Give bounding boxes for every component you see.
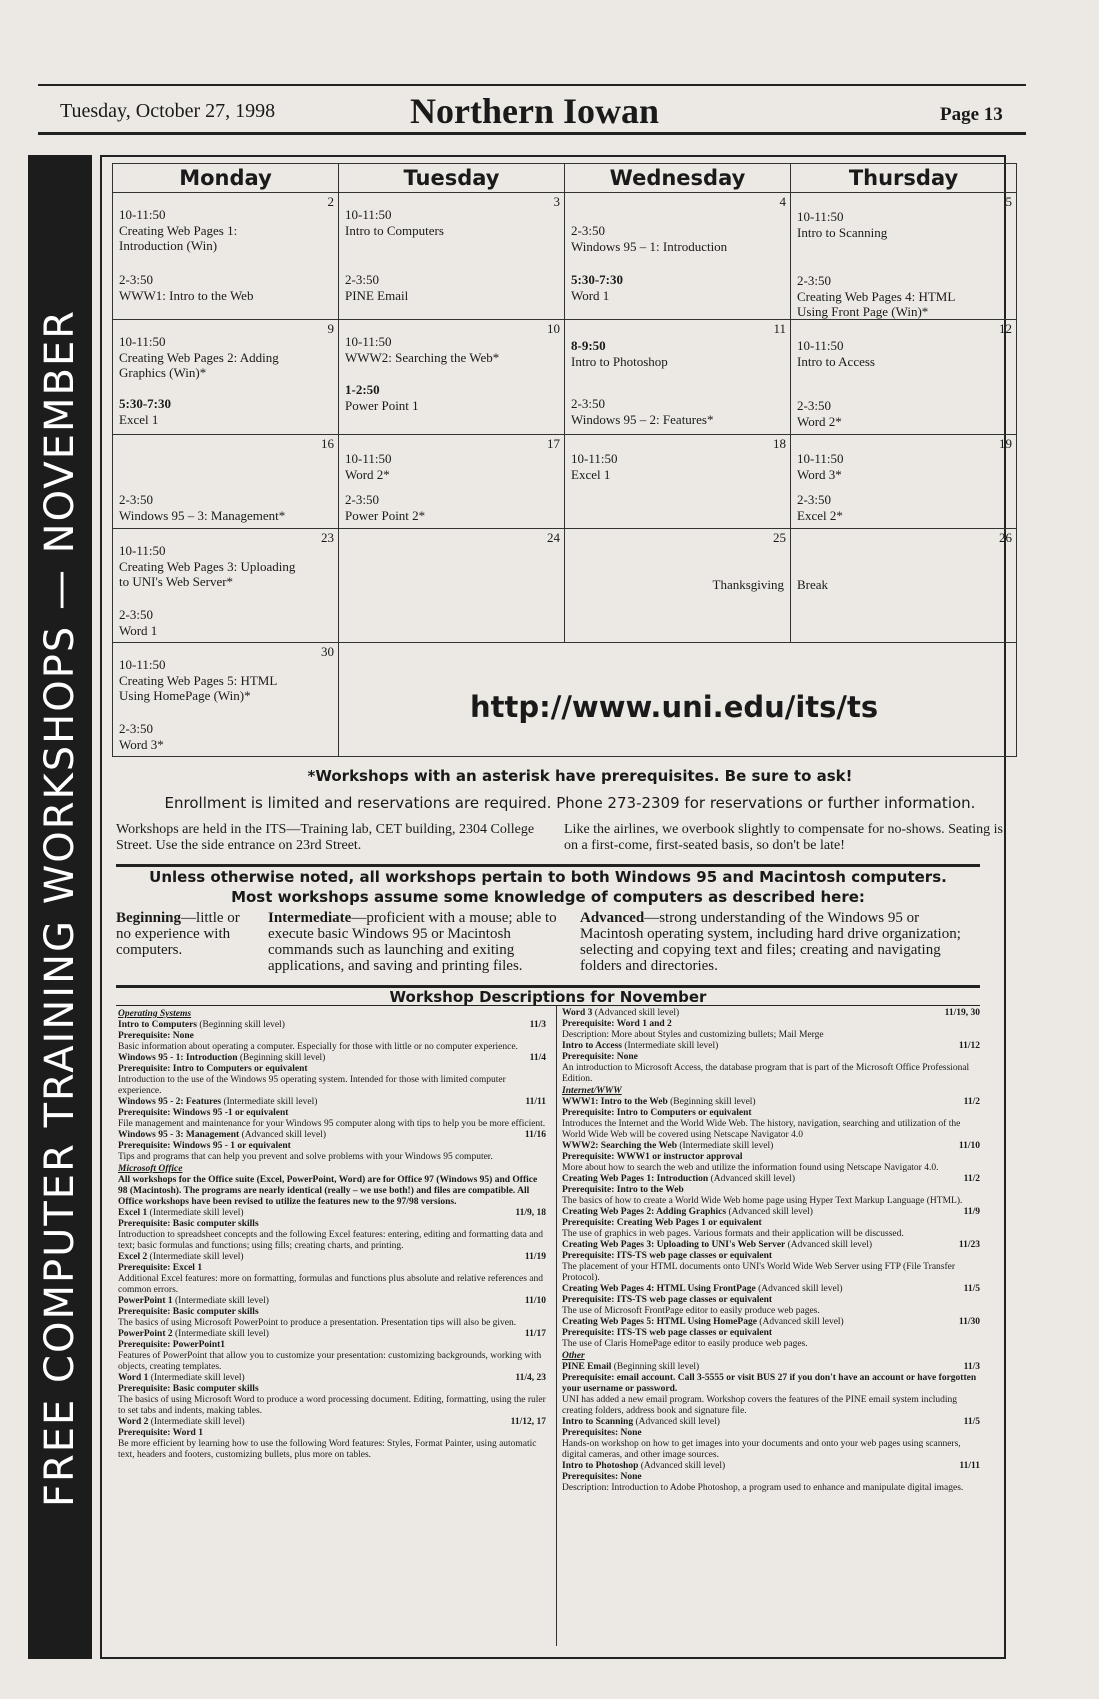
section-heading: Internet/WWW <box>562 1086 622 1096</box>
workshop-title: Excel 1 <box>118 1208 148 1218</box>
event-title: PINE Email <box>345 288 409 303</box>
event-title: Intro to Photoshop <box>571 354 668 369</box>
level-name: Intermediate <box>268 910 352 926</box>
level-beginning <box>116 910 254 958</box>
event-title: Creating Web Pages 2: Adding Graphics (Win)* <box>119 350 279 380</box>
workshop-dates: 11/17 <box>524 1329 546 1339</box>
calendar-cell <box>791 193 1017 320</box>
workshop-description <box>118 1296 546 1329</box>
workshop-prerequisite: Prerequisite: None <box>118 1031 194 1041</box>
calendar-cell <box>113 320 339 435</box>
workshop-summary: The use of Claris HomePage editor to easily produce web pages. <box>562 1339 808 1349</box>
holiday-note: Break <box>797 577 829 592</box>
calendar-cell <box>339 193 565 320</box>
calendar-cell <box>565 320 791 435</box>
separator-rule <box>116 1005 980 1006</box>
event-time: 2-3:50 <box>119 272 153 287</box>
workshop-title: Creating Web Pages 1: Introduction <box>562 1174 709 1184</box>
workshop-level: (Advanced skill level) <box>635 1417 720 1427</box>
calendar-cell <box>791 529 1017 643</box>
workshop-title: Intro to Photoshop <box>562 1461 639 1471</box>
workshop-dates: 11/9 <box>963 1207 980 1217</box>
workshop-title: Word 2 <box>118 1417 149 1427</box>
workshop-level: (Advanced skill level) <box>728 1207 813 1217</box>
workshop-summary: Basic information about operating a computer. Especially for those with little or no computer experience. <box>118 1042 518 1052</box>
workshop-description <box>562 1317 980 1350</box>
workshop-description <box>118 1208 546 1252</box>
workshop-level: (Intermediate skill level) <box>175 1329 269 1339</box>
workshop-dates: 11/3 <box>529 1020 546 1030</box>
event-title: Word 2* <box>797 414 842 429</box>
workshop-prerequisite: Prerequisite: Intro to Computers or equivalent <box>118 1064 308 1074</box>
workshop-summary: Hands-on workshop on how to get images into your documents and onto your web pages using scanners, digital cameras, and other image sources. <box>562 1439 961 1460</box>
workshop-dates: 11/11 <box>525 1097 546 1107</box>
event-title: Intro to Computers <box>345 223 444 238</box>
workshop-summary: More about how to search the web and utilize the information found using Netscape Navigator 4.0. <box>562 1163 939 1173</box>
day-number: 19 <box>999 436 1012 451</box>
event-time: 2-3:50 <box>345 272 379 287</box>
event-title: Word 1 <box>119 623 158 638</box>
event-title: WWW1: Intro to the Web <box>119 288 254 303</box>
workshop-prerequisite: Prerequisites: None <box>562 1472 642 1482</box>
workshop-dates: 11/12, 17 <box>510 1417 546 1427</box>
workshop-description <box>562 1362 980 1417</box>
workshop-description <box>118 1329 546 1373</box>
workshop-dates: 11/10 <box>958 1141 980 1151</box>
workshop-level: (Intermediate skill level) <box>175 1296 269 1306</box>
workshop-dates: 11/9, 18 <box>515 1208 546 1218</box>
event-time: 10-11:50 <box>797 451 844 466</box>
day-number: 23 <box>321 530 334 545</box>
workshop-title: WWW1: Intro to the Web <box>562 1097 668 1107</box>
event-time: 2-3:50 <box>119 721 153 736</box>
event-title: Word 1 <box>571 288 610 303</box>
workshop-prerequisite: Prerequisite: Word 1 and 2 <box>562 1019 672 1029</box>
day-number: 25 <box>773 530 786 545</box>
day-number: 26 <box>999 530 1012 545</box>
day-number: 30 <box>321 644 334 659</box>
workshop-title: Word 3 <box>562 1008 593 1018</box>
calendar-cell <box>113 529 339 643</box>
workshop-summary: Tips and programs that can help you prevent and solve problems with your Windows 95 computer. <box>118 1152 493 1162</box>
workshop-summary: File management and maintenance for your Windows 95 computer along with tips to help you be more efficient. <box>118 1119 546 1129</box>
section-heading: Operating Systems <box>118 1009 192 1019</box>
event-time: 10-11:50 <box>119 657 166 672</box>
workshop-prerequisite: Prerequisite: Creating Web Pages 1 or equivalent <box>562 1218 762 1228</box>
workshop-description <box>118 1373 546 1417</box>
workshop-level: (Intermediate skill level) <box>149 1208 244 1218</box>
workshop-title: WWW2: Searching the Web <box>562 1141 677 1151</box>
calendar-cell <box>339 529 565 643</box>
workshop-prerequisite: Prerequisite: Basic computer skills <box>118 1384 259 1394</box>
calendar-cell <box>791 435 1017 529</box>
workshop-prerequisite: Prerequisite: ITS-TS web page classes or equivalent <box>562 1328 773 1338</box>
workshop-summary: The basics of how to create a World Wide Web home page using Hyper Text Markup Language (HTML). <box>562 1196 963 1206</box>
workshop-summary: Introduction to spreadsheet concepts and the following Excel features: entering, editing and formatting data and text; basic formulas and functions; using fills; creating charts, and printing. <box>118 1230 543 1251</box>
calendar-cell <box>339 435 565 529</box>
event-title: Word 3* <box>797 467 842 482</box>
section-note: All workshops for the Office suite (Excel, PowerPoint, Word) are for Office 97 (Windows 95) and Office 98 (Macintosh). The programs are nearly identical (really – we use both!) and files are compatible. All Office workshops have been revised to utilize the features new to the 97/98 versions. <box>118 1175 538 1207</box>
level-text: —little or no experience with computers. <box>116 910 240 958</box>
workshop-dates: 11/23 <box>958 1240 980 1250</box>
day-number: 10 <box>547 321 560 336</box>
workshop-description <box>118 1020 546 1053</box>
workshop-dates: 11/12 <box>958 1041 980 1051</box>
workshop-description <box>118 1417 546 1461</box>
workshop-prerequisite: Prerequisite: Windows 95 -1 or equivalent <box>118 1108 289 1118</box>
overbook-note: Like the airlines, we overbook slightly to compensate for no-shows. Seating is on a first-come, first-seated basis, so don't be late! <box>564 822 1003 853</box>
day-number: 3 <box>553 194 560 209</box>
workshop-prerequisite: Prerequisite: Intro to Computers or equivalent <box>562 1108 752 1118</box>
sidebar-banner-text: FREE COMPUTER TRAINING WORKSHOPS — NOVEMBER <box>37 308 83 1508</box>
event-title: Excel 1 <box>119 412 159 427</box>
calendar-cell <box>113 193 339 320</box>
descriptions-right-column <box>562 1008 980 1494</box>
day-header-tuesday: Tuesday <box>339 164 565 193</box>
workshop-description <box>118 1130 546 1163</box>
workshop-dates: 11/5 <box>963 1417 980 1427</box>
event-title: Creating Web Pages 5: HTML Using HomePage (Win)* <box>119 673 278 703</box>
workshop-summary: The placement of your HTML documents onto UNI's World Wide Web Server using FTP (File Transfer Protocol). <box>562 1262 956 1283</box>
level-name: Beginning <box>116 910 182 926</box>
workshop-prerequisite: Prerequisite: WWW1 or instructor approval <box>562 1152 743 1162</box>
event-time: 5:30-7:30 <box>119 396 171 411</box>
workshop-title: PINE Email <box>562 1362 612 1372</box>
workshop-level: (Advanced skill level) <box>787 1240 873 1250</box>
day-number: 18 <box>773 436 786 451</box>
event-time: 10-11:50 <box>119 207 166 222</box>
workshop-summary: Description: More about Styles and customizing bullets; Mail Merge <box>562 1030 824 1040</box>
workshop-level: (Advanced skill level) <box>640 1461 726 1471</box>
workshop-prerequisite: Prerequisite: email account. Call 3-5555 or visit BUS 27 if you don't have an account or have forgotten your username or password. <box>562 1373 977 1394</box>
workshop-dates: 11/4, 23 <box>515 1373 546 1383</box>
column-divider <box>556 1006 557 1646</box>
workshop-level: (Beginning skill level) <box>670 1097 756 1107</box>
event-time: 10-11:50 <box>119 334 166 349</box>
day-number: 9 <box>327 321 334 336</box>
workshop-summary: Introduces the Internet and the World Wide Web. The history, navigation, searching and utilization of the World Wide Web will be covered using Netscape Navigator 4.0 <box>562 1119 961 1140</box>
workshop-title: Excel 2 <box>118 1252 148 1262</box>
calendar-cell <box>113 435 339 529</box>
workshop-title: PowerPoint 1 <box>118 1296 173 1306</box>
header-rule-bottom <box>38 132 1026 135</box>
workshop-dates: 11/2 <box>963 1174 980 1184</box>
workshop-prerequisite: Prerequisite: Basic computer skills <box>118 1219 259 1229</box>
level-text: —strong understanding of the Windows 95 or Macintosh operating system, including hard drive organization; selecting and copying text and files; creating and navigating folders and directories. <box>580 910 961 974</box>
workshop-prerequisite: Prerequisite: Word 1 <box>118 1428 203 1438</box>
section-heading: Other <box>562 1351 585 1361</box>
workshop-summary: The use of graphics in web pages. Various formats and their application will be discussed. <box>562 1229 904 1239</box>
workshop-dates: 11/11 <box>959 1461 980 1471</box>
level-name: Advanced <box>580 910 645 926</box>
workshop-description <box>562 1174 980 1207</box>
event-time: 2-3:50 <box>119 492 153 507</box>
workshop-title: Windows 95 - 3: Management <box>118 1130 240 1140</box>
event-time: 2-3:50 <box>797 273 831 288</box>
workshop-description <box>562 1097 980 1141</box>
day-number: 4 <box>779 194 786 209</box>
event-title: Creating Web Pages 3: Uploading to UNI's Web Server* <box>119 559 296 589</box>
enrollment-note: Enrollment is limited and reservations are required. Phone 273-2309 for reservations or further information. <box>164 794 976 812</box>
day-number: 12 <box>999 321 1012 336</box>
workshop-title: Creating Web Pages 4: HTML Using FrontPage <box>562 1284 756 1294</box>
workshop-summary: Description: Introduction to Adobe Photoshop, a program used to enhance and manipulate digital images. <box>562 1483 964 1493</box>
location-note: Workshops are held in the ITS—Training lab, CET building, 2304 College Street. Use the side entrance on 23rd Street. <box>116 822 535 853</box>
workshop-title: Windows 95 - 1: Introduction <box>118 1053 238 1063</box>
event-title: Intro to Scanning <box>797 225 888 240</box>
newspaper-title: Northern Iowan <box>410 91 659 131</box>
workshop-description <box>118 1053 546 1097</box>
workshop-summary: Introduction to the use of the Windows 95 operating system. Intended for those with limited computer experience. <box>118 1075 506 1096</box>
workshop-summary: The basics of using Microsoft Word to produce a word processing document. Editing, formatting, using the ruler to set tabs and indents, making tables. <box>118 1395 546 1416</box>
workshop-prerequisite: Prerequisite: Windows 95 - 1 or equivalent <box>118 1141 291 1151</box>
event-title: Power Point 2* <box>345 508 426 523</box>
workshop-title: Intro to Access <box>562 1041 622 1051</box>
calendar-cell <box>113 643 339 757</box>
workshop-prerequisite: Prerequisite: Basic computer skills <box>118 1307 259 1317</box>
workshop-title: PowerPoint 2 <box>118 1329 173 1339</box>
workshop-description <box>562 1417 980 1461</box>
workshop-description <box>562 1207 980 1240</box>
workshop-level: (Beginning skill level) <box>199 1020 285 1030</box>
separator-rule <box>116 864 980 867</box>
level-advanced <box>580 910 980 974</box>
day-number: 2 <box>327 194 334 209</box>
event-title: Creating Web Pages 1: Introduction (Win) <box>119 223 238 253</box>
event-time: 10-11:50 <box>119 543 166 558</box>
workshop-summary: Be more efficient by learning how to use the following Word features: Styles, Format Painter, using automatic text, headers and footers, customizing bullets, plus more on tables. <box>118 1439 537 1460</box>
event-time: 5:30-7:30 <box>571 272 623 287</box>
workshop-level: (Advanced skill level) <box>241 1130 327 1140</box>
workshop-description <box>562 1461 980 1494</box>
workshop-title: Intro to Scanning <box>562 1417 634 1427</box>
workshop-dates: 11/3 <box>963 1362 980 1372</box>
calendar-cell <box>339 320 565 435</box>
event-time: 2-3:50 <box>345 492 379 507</box>
event-title: Windows 95 – 3: Management* <box>119 508 286 523</box>
workshop-summary: The basics of using Microsoft PowerPoint to produce a presentation. Presentation tips will also be given. <box>118 1318 517 1328</box>
workshop-description <box>562 1240 980 1284</box>
workshop-dates: 11/4 <box>529 1053 546 1063</box>
workshop-level: (Advanced skill level) <box>758 1284 843 1294</box>
workshop-level: (Intermediate skill level) <box>150 1373 245 1383</box>
event-time: 2-3:50 <box>119 607 153 622</box>
event-title: Word 3* <box>119 737 164 752</box>
day-header-wednesday: Wednesday <box>565 164 791 193</box>
day-number: 17 <box>547 436 560 451</box>
workshop-summary: The use of Microsoft FrontPage editor to easily produce web pages. <box>562 1306 820 1316</box>
workshop-summary: Features of PowerPoint that allow you to customize your presentation: customizing backgrounds, working with objects, creating templates. <box>118 1351 542 1372</box>
event-time: 10-11:50 <box>345 451 392 466</box>
workshop-description <box>562 1008 980 1041</box>
event-title: Windows 95 – 1: Introduction <box>571 239 728 254</box>
calendar-cell <box>565 435 791 529</box>
calendar-grid <box>112 163 1017 757</box>
event-title: Windows 95 – 2: Features* <box>571 412 714 427</box>
day-number: 5 <box>1005 194 1012 209</box>
workshop-prerequisite: Prerequisite: Intro to the Web <box>562 1185 684 1195</box>
event-title: Word 2* <box>345 467 390 482</box>
page-number: Page 13 <box>940 104 1003 125</box>
event-time: 10-11:50 <box>345 334 392 349</box>
level-text: —proficient with a mouse; able to execute basic Windows 95 or Macintosh commands such as launching and exiting applications, and saving and printing files. <box>268 910 557 974</box>
prerequisite-note: *Workshops with an asterisk have prerequisites. Be sure to ask! <box>307 767 853 785</box>
workshop-level: (Intermediate skill level) <box>150 1417 245 1427</box>
day-number: 24 <box>547 530 560 545</box>
workshop-prerequisite: Prerequisites: None <box>562 1428 642 1438</box>
workshop-prerequisite: Prerequisite: ITS-TS web page classes or equivalent <box>562 1295 773 1305</box>
event-title: WWW2: Searching the Web* <box>345 350 500 365</box>
workshop-level: (Intermediate skill level) <box>624 1041 719 1051</box>
platforms-note: Unless otherwise noted, all workshops pertain to both Windows 95 and Macintosh computers. <box>149 868 947 886</box>
workshop-dates: 11/19 <box>524 1252 546 1262</box>
workshop-prerequisite: Prerequisite: None <box>562 1052 638 1062</box>
section-heading: Microsoft Office <box>118 1164 183 1174</box>
workshop-level: (Advanced skill level) <box>710 1174 795 1184</box>
workshop-dates: 11/10 <box>524 1296 546 1306</box>
workshop-description <box>562 1284 980 1317</box>
workshop-level: (Advanced skill level) <box>594 1008 680 1018</box>
event-time: 10-11:50 <box>571 451 618 466</box>
event-time: 2-3:50 <box>797 492 831 507</box>
workshop-description <box>118 1252 546 1296</box>
workshop-prerequisite: Prerequisite: ITS-TS web page classes or equivalent <box>562 1251 773 1261</box>
workshop-description <box>562 1041 980 1085</box>
event-time: 2-3:50 <box>797 398 831 413</box>
event-title: Excel 1 <box>571 467 611 482</box>
issue-date: Tuesday, October 27, 1998 <box>60 100 276 122</box>
workshop-title: Creating Web Pages 5: HTML Using HomePage <box>562 1317 757 1327</box>
workshop-level: (Intermediate skill level) <box>223 1097 318 1107</box>
calendar-cell <box>791 320 1017 435</box>
workshop-summary: Additional Excel features: more on formatting, formulas and functions plus absolute and relative references and common errors. <box>118 1274 543 1295</box>
workshop-description <box>118 1097 546 1130</box>
workshop-summary: UNI has added a new email program. Workshop covers the features of the PINE email system including creating folders, address book and signature file. <box>562 1395 958 1416</box>
workshop-dates: 11/5 <box>963 1284 980 1294</box>
website-url[interactable]: http://www.uni.edu/its/ts <box>470 690 879 724</box>
day-header-thursday: Thursday <box>791 164 1017 193</box>
workshop-dates: 11/2 <box>963 1097 980 1107</box>
level-intermediate <box>268 910 558 974</box>
event-time: 1-2:50 <box>345 382 380 397</box>
event-time: 10-11:50 <box>345 207 392 222</box>
day-number: 11 <box>773 321 786 336</box>
workshop-description <box>562 1141 980 1174</box>
descriptions-left-column <box>118 1008 546 1461</box>
day-number: 16 <box>321 436 334 451</box>
event-title: Excel 2* <box>797 508 843 523</box>
workshop-level: (Beginning skill level) <box>239 1053 326 1063</box>
workshop-dates: 11/16 <box>524 1130 546 1140</box>
event-title: Intro to Access <box>797 354 875 369</box>
workshop-dates: 11/19, 30 <box>944 1008 980 1018</box>
workshop-summary: An introduction to Microsoft Access, the database program that is part of the Microsoft Office Professional Edition. <box>562 1063 970 1084</box>
header-rule-top <box>38 84 1026 86</box>
workshop-title: Intro to Computers <box>118 1020 197 1030</box>
calendar-cell <box>565 193 791 320</box>
event-time: 10-11:50 <box>797 338 844 353</box>
workshop-level: (Intermediate skill level) <box>679 1141 774 1151</box>
workshop-prerequisite: Prerequisite: Excel 1 <box>118 1263 203 1273</box>
workshop-level: (Intermediate skill level) <box>149 1252 244 1262</box>
workshop-prerequisite: Prerequisite: PowerPoint1 <box>118 1340 226 1350</box>
workshop-level: (Advanced skill level) <box>759 1317 844 1327</box>
event-time: 2-3:50 <box>571 223 605 238</box>
event-title: Power Point 1 <box>345 398 419 413</box>
workshop-title: Creating Web Pages 3: Uploading to UNI's Web Server <box>562 1240 786 1250</box>
event-time: 8-9:50 <box>571 338 606 353</box>
skills-intro-note: Most workshops assume some knowledge of computers as described here: <box>231 888 865 906</box>
workshop-dates: 11/30 <box>958 1317 980 1327</box>
workshop-title: Windows 95 - 2: Features <box>118 1097 222 1107</box>
event-time: 2-3:50 <box>571 396 605 411</box>
holiday-note: Thanksgiving <box>712 577 784 592</box>
event-title: Creating Web Pages 4: HTML Using Front Page (Win)* <box>797 289 956 319</box>
calendar-cell <box>565 529 791 643</box>
workshop-title: Word 1 <box>118 1373 149 1383</box>
event-time: 10-11:50 <box>797 209 844 224</box>
workshop-title: Creating Web Pages 2: Adding Graphics <box>562 1207 727 1217</box>
descriptions-title: Workshop Descriptions for November <box>389 988 707 1006</box>
day-header-monday: Monday <box>113 164 339 193</box>
workshop-level: (Beginning skill level) <box>613 1362 700 1372</box>
